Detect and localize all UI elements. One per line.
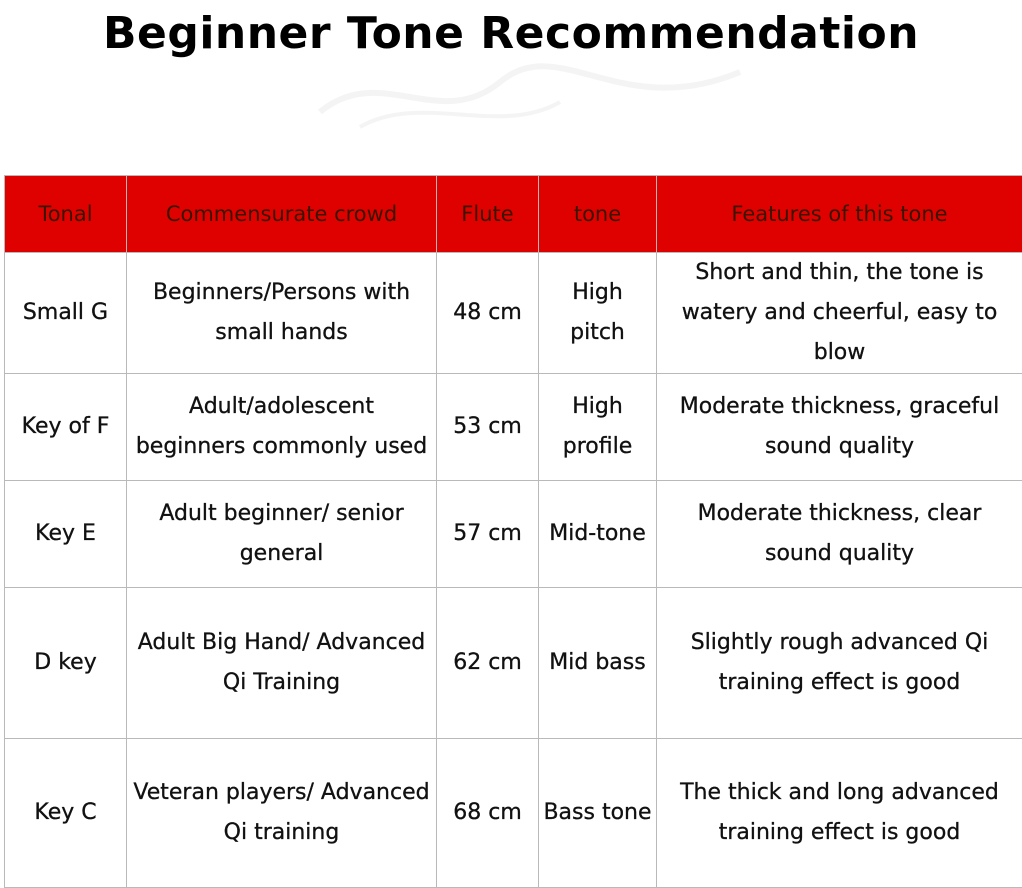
header-flute: Flute — [437, 176, 539, 253]
cell-tonal: Key E — [5, 481, 127, 588]
header-tone: tone — [539, 176, 657, 253]
cell-flute: 62 cm — [437, 588, 539, 739]
table-row — [5, 253, 1022, 374]
cell-tone: High profile — [539, 374, 657, 481]
cell-crowd: Adult beginner/ senior general — [127, 481, 437, 588]
header-crowd: Commensurate crowd — [127, 176, 437, 253]
cell-crowd: Adult/adolescent beginners commonly used — [127, 374, 437, 481]
table-header-row — [5, 176, 1022, 253]
cell-crowd: Beginners/Persons with small hands — [127, 253, 437, 374]
cell-features: Slightly rough advanced Qi training effect is good — [657, 588, 1022, 739]
cell-features: The thick and long advanced training effect is good — [657, 739, 1022, 888]
table-row — [5, 481, 1022, 588]
cell-crowd: Veteran players/ Advanced Qi training — [127, 739, 437, 888]
watermark-logo — [300, 52, 760, 142]
cell-flute: 48 cm — [437, 253, 539, 374]
cell-flute: 68 cm — [437, 739, 539, 888]
cell-tone: Mid bass — [539, 588, 657, 739]
cell-tone: Bass tone — [539, 739, 657, 888]
header-features: Features of this tone — [657, 176, 1022, 253]
table-row — [5, 588, 1022, 739]
cell-tone: High pitch — [539, 253, 657, 374]
cell-tonal: Key of F — [5, 374, 127, 481]
cell-flute: 53 cm — [437, 374, 539, 481]
header-tonal: Tonal — [5, 176, 127, 253]
tone-table — [4, 175, 1022, 888]
cell-features: Moderate thickness, clear sound quality — [657, 481, 1022, 588]
cell-tonal: D key — [5, 588, 127, 739]
cell-flute: 57 cm — [437, 481, 539, 588]
page-title: Beginner Tone Recommendation — [0, 8, 1022, 59]
cell-tonal: Key C — [5, 739, 127, 888]
cell-tone: Mid-tone — [539, 481, 657, 588]
table-row — [5, 374, 1022, 481]
cell-features: Short and thin, the tone is watery and cheerful, easy to blow — [657, 253, 1022, 374]
cell-tonal: Small G — [5, 253, 127, 374]
cell-crowd: Adult Big Hand/ Advanced Qi Training — [127, 588, 437, 739]
cell-features: Moderate thickness, graceful sound quality — [657, 374, 1022, 481]
table-row — [5, 739, 1022, 888]
